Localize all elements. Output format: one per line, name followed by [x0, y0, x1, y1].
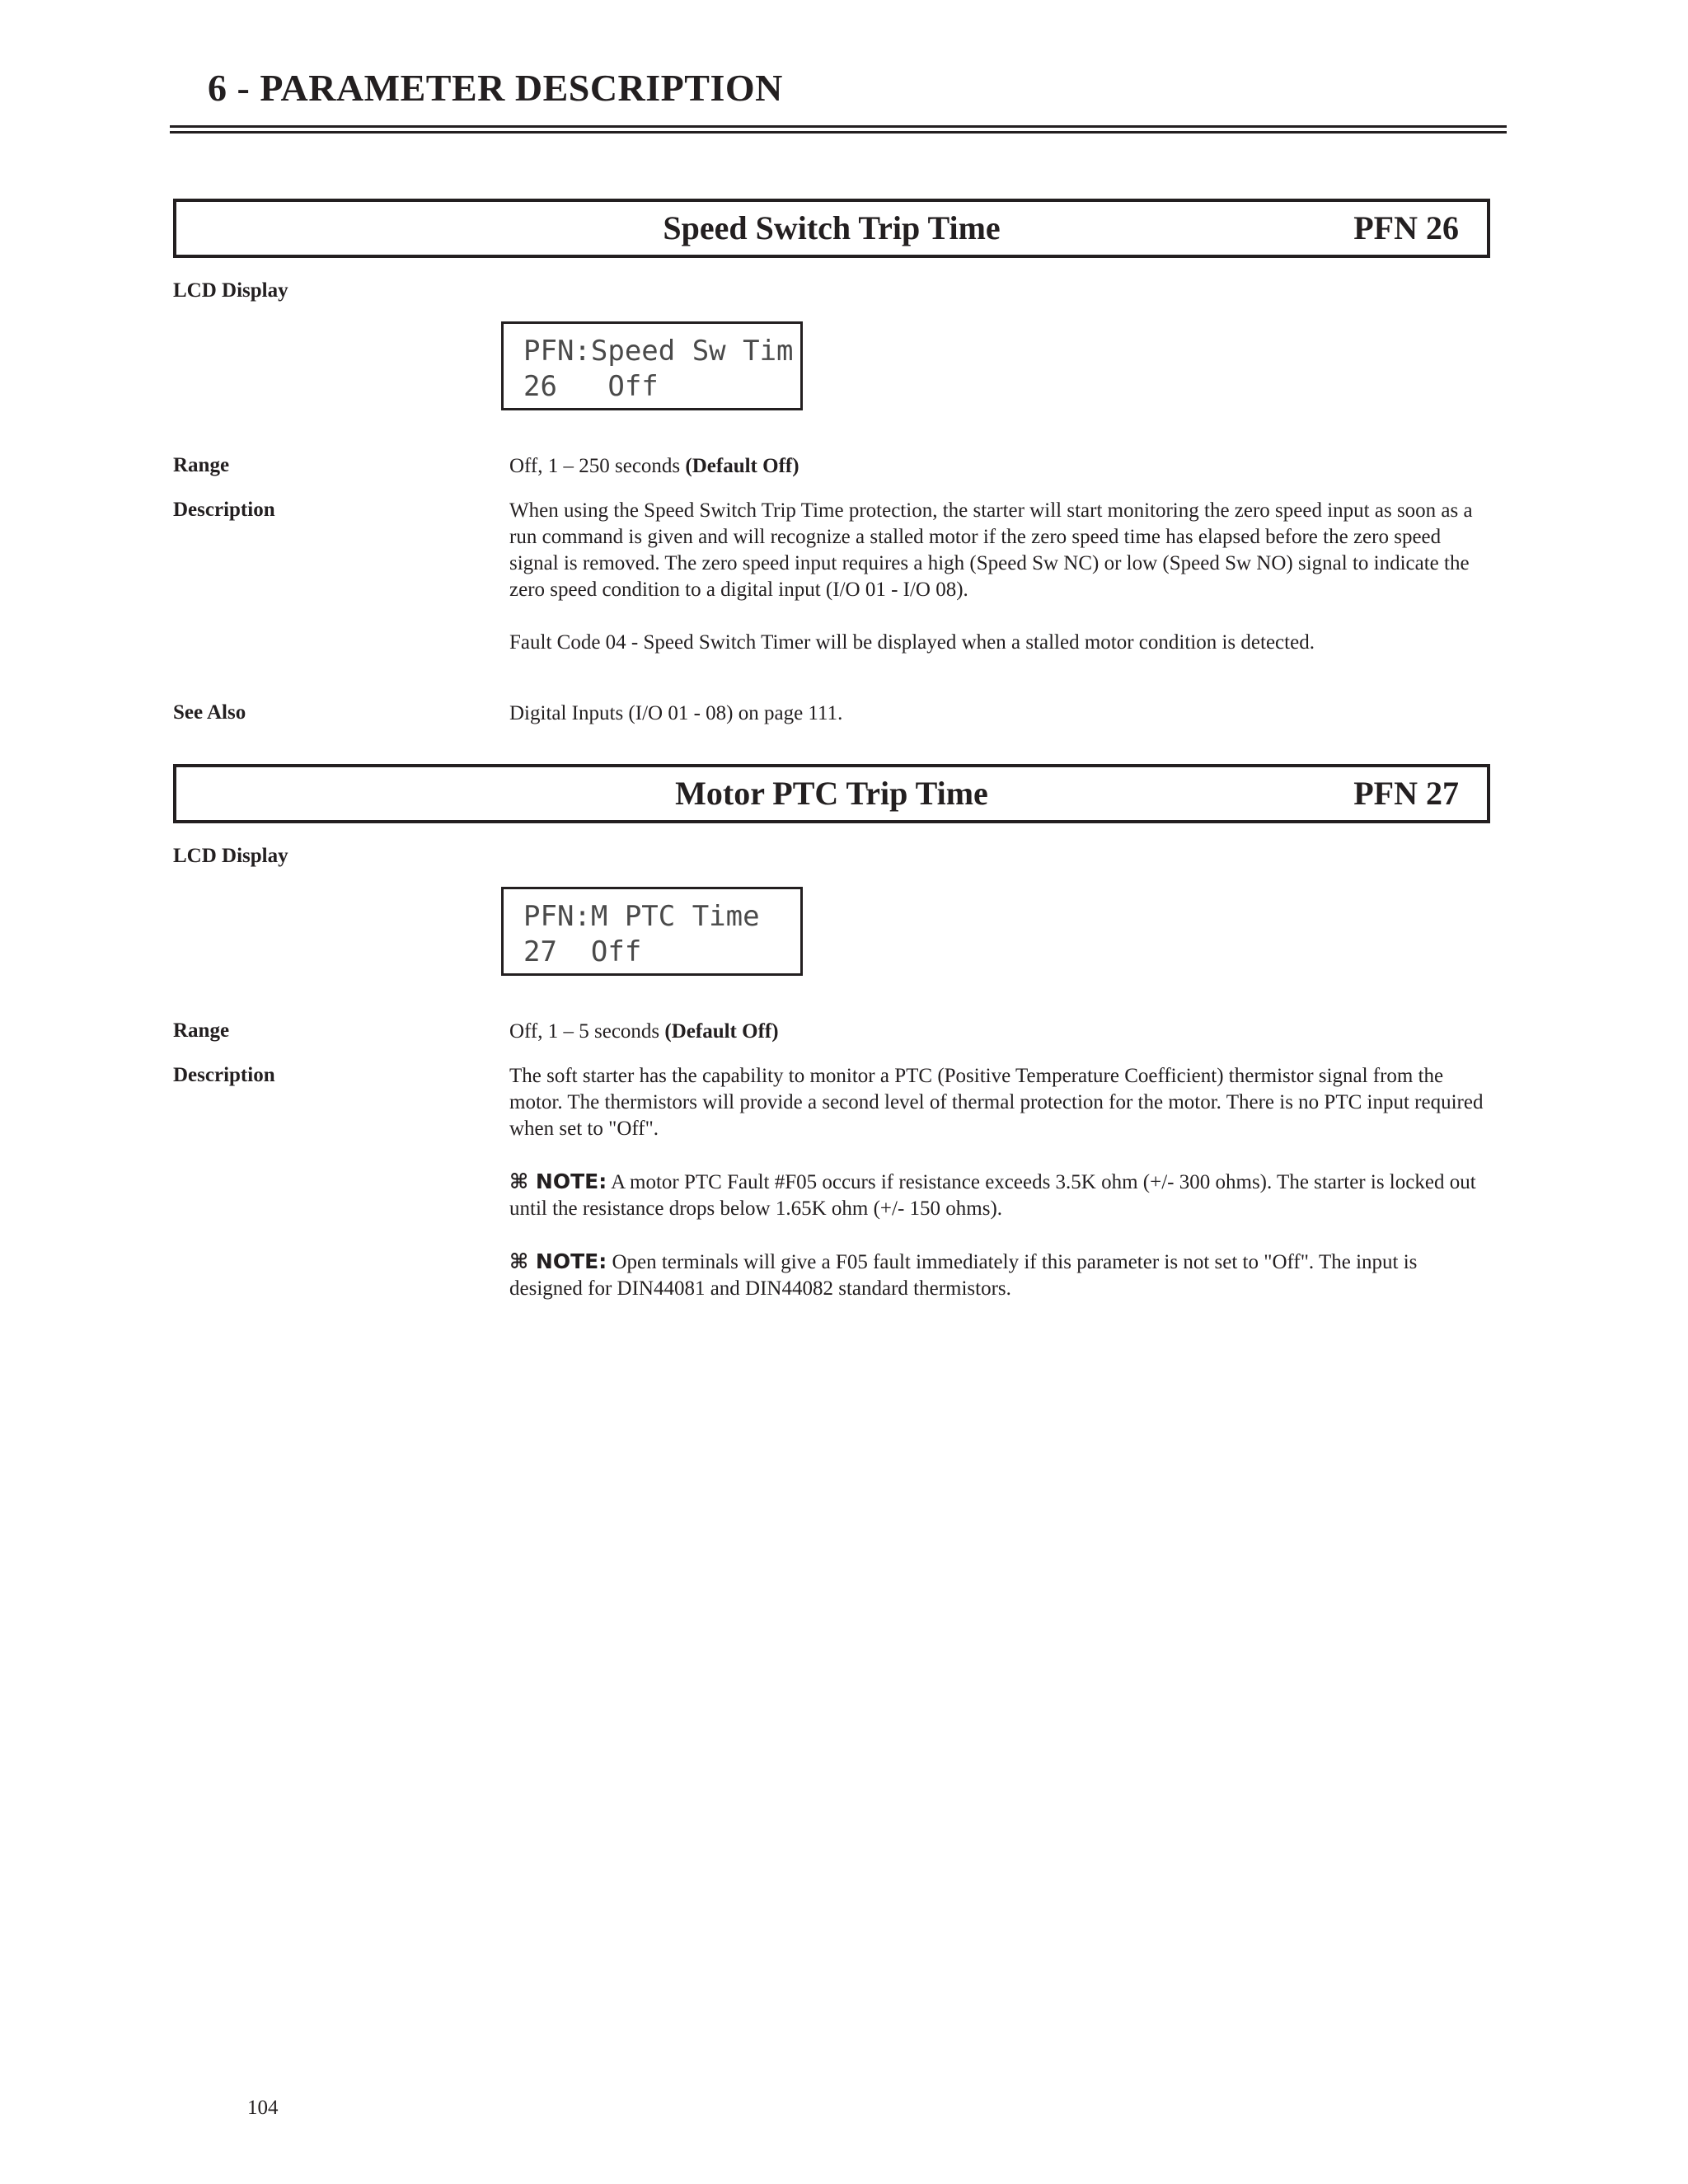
range-value: [509, 1019, 1486, 1045]
range-label: Range: [173, 1019, 230, 1042]
note-paragraph: [509, 1169, 1486, 1222]
param-title: Motor PTC Trip Time: [675, 775, 988, 812]
description-paragraph: The soft starter has the capability to monitor a PTC (Positive Temperature Coefficient) thermistor signal from the motor. The thermistors will provide a second level of thermal protection for the motor. There is no PTC input required when set to "Off".: [509, 1065, 1484, 1140]
lcd-display-label: LCD Display: [173, 279, 288, 302]
lcd-display-label: LCD Display: [173, 845, 288, 867]
description-paragraph: When using the Speed Switch Trip Time protection, the starter will start monitoring the zero speed input as soon as a run command is given and will recognize a stalled motor if the zero speed time has elapsed before the zero speed signal is removed. The zero speed input requires a high (Speed Sw NC) or low (Speed Sw NO) signal to indicate the zero speed condition to a digital input (I/O 01 - I/O 08).: [509, 499, 1473, 601]
note-paragraph: [509, 1249, 1486, 1302]
description-text: [509, 498, 1486, 682]
note-mark: ⌘ NOTE:: [509, 1169, 607, 1193]
param-title: Speed Switch Trip Time: [663, 209, 1001, 246]
page-number: 104: [247, 2097, 279, 2119]
see-also-text: Digital Inputs (I/O 01 - 08) on page 111.: [509, 702, 843, 724]
see-also-label: See Also: [173, 701, 246, 724]
range-text: Off, 1 – 250 seconds: [509, 455, 686, 477]
lcd-line-1: PFN:M PTC Time: [523, 900, 760, 933]
param-header-pfn26: [173, 199, 1490, 258]
chapter-title: 6 - PARAMETER DESCRIPTION: [208, 67, 783, 109]
description-text: [509, 1063, 1486, 1329]
param-code: PFN 26: [1353, 209, 1459, 246]
note-text: A motor PTC Fault #F05 occurs if resistance exceeds 3.5K ohm (+/- 300 ohms). The starter is locked out until the resistance drops below 1.65K ohm (+/- 150 ohms).: [509, 1171, 1476, 1220]
note-text: Open terminals will give a F05 fault immediately if this parameter is not set to "Off". The input is designed for DIN44081 and DIN44082 standard thermistors.: [509, 1251, 1418, 1300]
param-code: PFN 27: [1353, 775, 1459, 812]
header-rule-bottom: [170, 131, 1507, 134]
description-label: Description: [173, 1064, 275, 1086]
range-default: (Default Off): [664, 1020, 779, 1043]
header-rule-top: [170, 125, 1507, 128]
range-text: Off, 1 – 5 seconds: [509, 1020, 665, 1043]
param-header-pfn27: [173, 764, 1490, 823]
lcd-line-2: 26 Off: [523, 370, 659, 403]
range-label: Range: [173, 454, 230, 476]
lcd-display: [501, 887, 803, 976]
lcd-line-1: PFN:Speed Sw Tim: [523, 335, 794, 368]
lcd-display: [501, 321, 803, 410]
description-paragraph: Fault Code 04 - Speed Switch Timer will be displayed when a stalled motor condition is detected.: [509, 631, 1315, 654]
description-label: Description: [173, 499, 275, 521]
range-value: [509, 453, 1486, 480]
lcd-line-2: 27 Off: [523, 935, 642, 968]
note-mark: ⌘ NOTE:: [509, 1249, 607, 1273]
range-default: (Default Off): [685, 455, 799, 477]
